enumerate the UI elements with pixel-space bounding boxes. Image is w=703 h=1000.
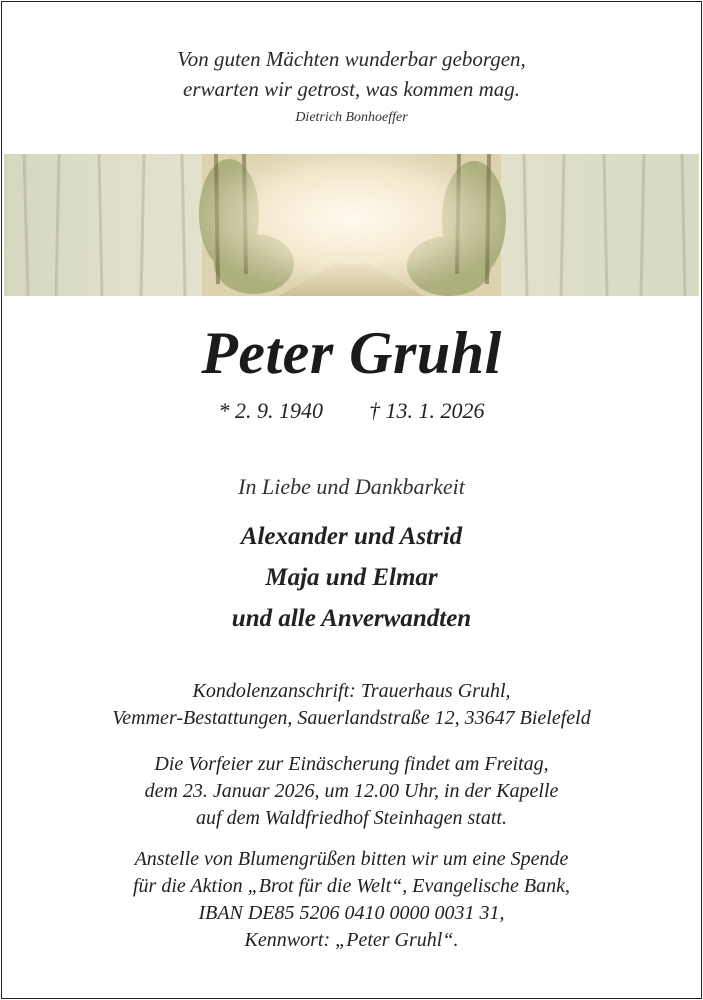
- mourner-line: Maja und Elmar: [265, 564, 438, 591]
- ceremony-line: dem 23. Januar 2026, um 12.00 Uhr, in der Kapelle: [144, 780, 559, 802]
- mourners-list: [0, 516, 703, 639]
- life-dates: [0, 398, 703, 424]
- mourner-line: und alle Anverwandten: [231, 605, 472, 632]
- donation-notice: [0, 846, 703, 954]
- condolence-address: [0, 678, 703, 732]
- donation-line: Anstelle von Blumengrüßen bitten wir um eine Spende: [134, 848, 569, 870]
- forest-banner-image: [4, 154, 699, 296]
- donation-line: IBAN DE85 5206 0410 0000 0031 31,: [198, 902, 505, 924]
- donation-line: für die Aktion „Brot für die Welt“, Evangelische Bank,: [133, 875, 570, 897]
- mourner-line: Alexander und Astrid: [240, 523, 463, 550]
- ceremony-notice: [0, 751, 703, 832]
- condolence-line: Vemmer-Bestattungen, Sauerlandstraße 12, 33647 Bielefeld: [112, 707, 591, 729]
- ceremony-line: auf dem Waldfriedhof Steinhagen statt.: [196, 807, 507, 829]
- quote-line: erwarten wir getrost, was kommen mag.: [183, 77, 520, 101]
- forest-path-icon: [4, 154, 699, 296]
- donation-line: Kennwort: „Peter Gruhl“.: [244, 929, 459, 951]
- birth-date: * 2. 9. 1940: [218, 398, 323, 423]
- bonhoeffer-quote: [0, 44, 703, 104]
- quote-line: Von guten Mächten wunderbar geborgen,: [177, 47, 526, 71]
- mourners-intro: In Liebe und Dankbarkeit: [238, 474, 465, 499]
- condolence-line: Kondolenzanschrift: Trauerhaus Gruhl,: [192, 680, 511, 702]
- deceased-name: Peter Gruhl: [201, 320, 502, 386]
- quote-author: Dietrich Bonhoeffer: [295, 110, 408, 125]
- death-date: † 13. 1. 2026: [369, 398, 485, 423]
- ceremony-line: Die Vorfeier zur Einäscherung findet am Freitag,: [154, 753, 549, 775]
